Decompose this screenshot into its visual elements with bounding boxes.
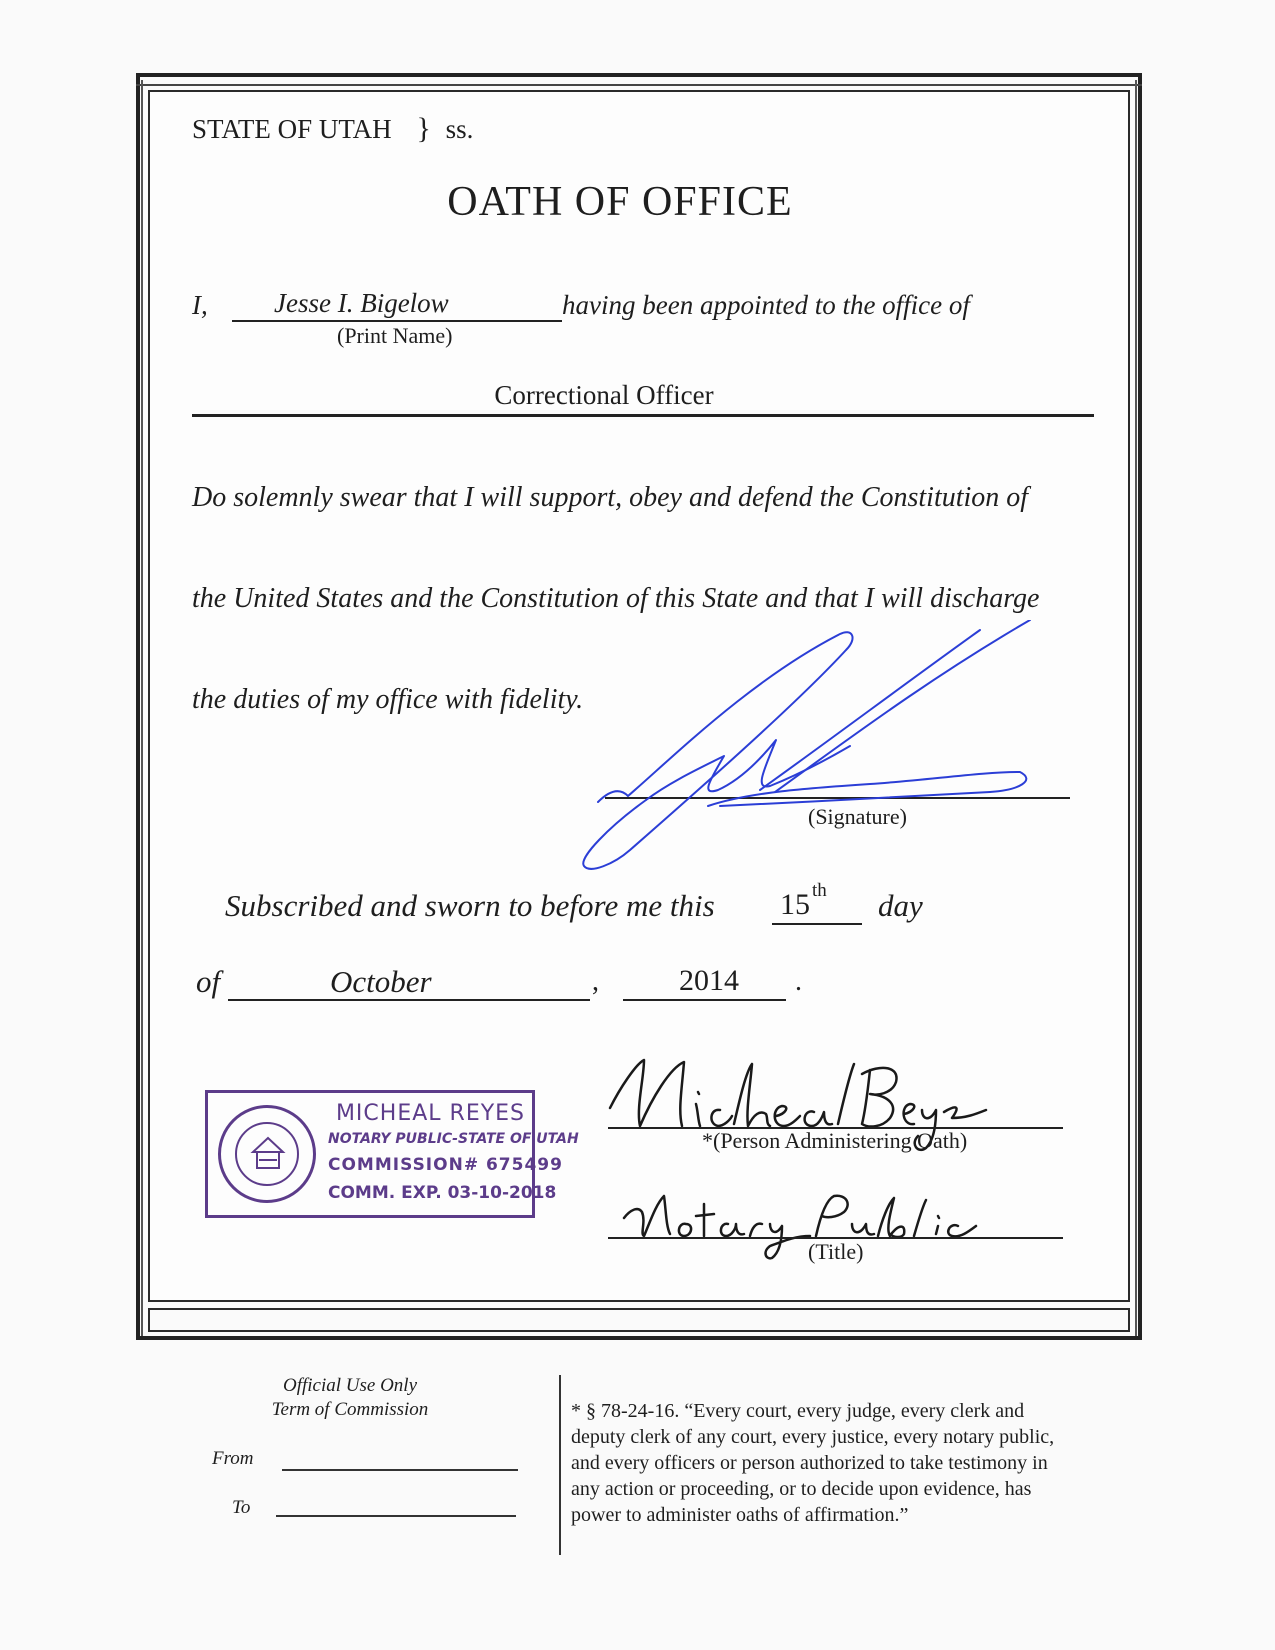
sworn-day-number: 15 (780, 888, 810, 921)
stamp-commission-number: COMMISSION# 675499 (328, 1155, 563, 1175)
sworn-prefix: Subscribed and sworn to before me this (225, 888, 715, 923)
sworn-year-value: 2014 (679, 964, 739, 997)
to-label: To (232, 1497, 251, 1518)
sworn-period: . (795, 966, 802, 997)
state-heading (192, 112, 473, 146)
from-label: From (212, 1448, 254, 1469)
appointment-text: having been appointed to the office of (562, 290, 970, 320)
sworn-of-label: of (196, 964, 221, 999)
frame-rule-top (136, 84, 1142, 86)
page-title: OATH OF OFFICE (447, 179, 793, 225)
utah-seal-icon (218, 1105, 316, 1203)
signature-caption: (Signature) (808, 804, 907, 829)
statute-line-2: deputy clerk of any court, every justice, every notary public, (571, 1426, 1055, 1448)
print-name-value: Jesse I. Bigelow (274, 288, 449, 318)
office-underline (192, 414, 1094, 417)
from-field-line (282, 1469, 518, 1471)
to-field-line (276, 1515, 516, 1517)
statute-line-1: * § 78-24-16. “Every court, every judge, every clerk and (571, 1400, 1025, 1422)
term-of-commission-heading: Term of Commission (271, 1399, 429, 1420)
state-ss: ss. (445, 114, 474, 144)
oath-taker-signature (550, 620, 1050, 880)
print-name-field (232, 290, 562, 322)
office-value: Correctional Officer (494, 380, 714, 410)
title-caption: (Title) (808, 1239, 864, 1264)
sworn-month-value: October (330, 964, 432, 999)
oath-line-2: the United States and the Constitution of this State and that I will discharge (192, 583, 1040, 614)
oath-line-3: the duties of my office with fidelity. (192, 684, 584, 715)
state-brace: } (416, 112, 431, 145)
sworn-day-suffix: th (812, 880, 827, 901)
statute-line-5: power to administer oaths of affirmation.” (571, 1504, 909, 1526)
print-name-caption: (Print Name) (337, 323, 453, 348)
sworn-year-field (623, 964, 786, 1001)
stamp-notary-title: NOTARY PUBLIC-STATE OF UTAH (328, 1131, 579, 1147)
i-label: I, (192, 290, 208, 320)
sworn-comma: , (592, 966, 599, 997)
official-use-heading: Official Use Only (282, 1375, 418, 1396)
title-handwritten-notary-public (620, 1182, 980, 1262)
notary-stamp (205, 1090, 579, 1218)
frame-bottom-band (148, 1308, 1130, 1332)
frame-rule-left (141, 80, 143, 1336)
sworn-day-word: day (878, 888, 923, 923)
administering-caption: *(Person Administering Oath) (702, 1128, 968, 1153)
oath-line-1: Do solemnly swear that I will support, obey and defend the Constitution of (192, 482, 1029, 513)
state-name: STATE OF UTAH (192, 114, 392, 144)
frame-rule-right (1135, 80, 1137, 1336)
stamp-notary-name: MICHEAL REYES (335, 1101, 526, 1126)
statute-line-4: any action or proceeding, or to decide upon evidence, has (571, 1478, 1032, 1500)
footer-divider (559, 1375, 561, 1555)
statute-line-3: and every officers or person authorized to take testimony in (571, 1452, 1048, 1474)
sworn-month-field (228, 964, 590, 1001)
stamp-commission-expiration: COMM. EXP. 03-10-2018 (328, 1183, 557, 1203)
sworn-day-field (772, 880, 862, 925)
